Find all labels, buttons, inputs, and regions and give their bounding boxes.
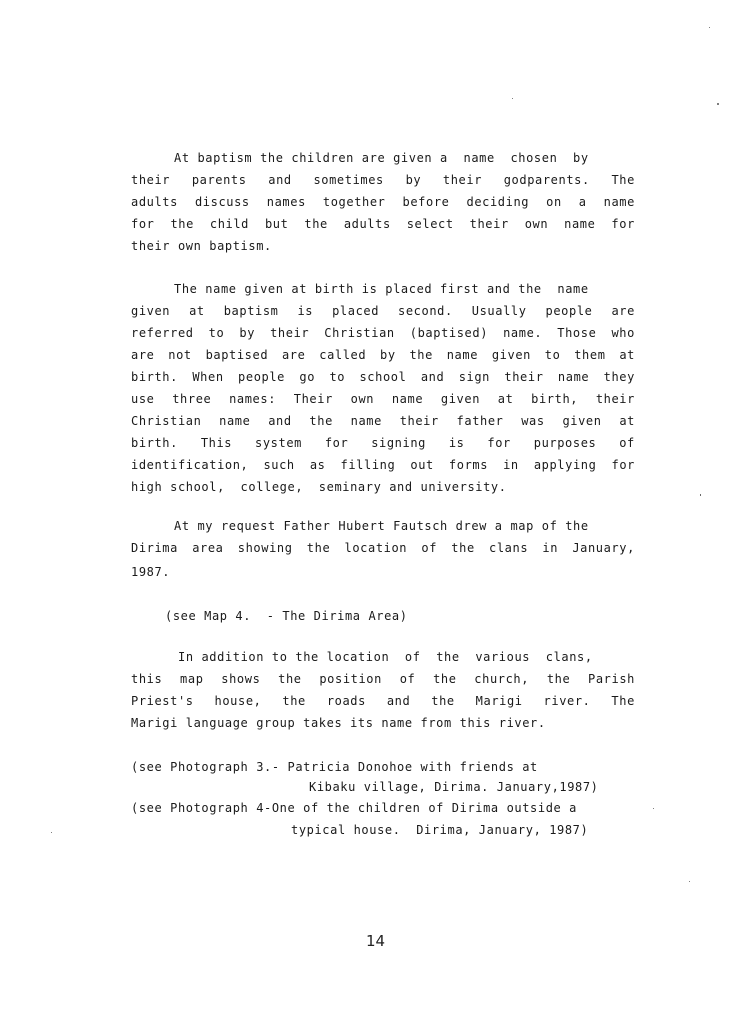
text-line: (see Photograph 4-One of the children of Dirima outside a xyxy=(131,801,578,815)
text-line: 1987. xyxy=(131,565,171,579)
text-line: high school, college, seminary and university. xyxy=(131,480,507,494)
scan-speck xyxy=(51,832,52,833)
text-line: Kibaku village, Dirima. January,1987) xyxy=(309,780,599,794)
text-line: this map shows the position of the church, the Parish xyxy=(131,672,635,686)
text-line: referred to by their Christian (baptised) name. Those who xyxy=(131,326,635,340)
text-line: given at baptism is placed second. Usually people are xyxy=(131,304,635,318)
scan-speck xyxy=(512,98,513,99)
text-line: The name given at birth is placed first and the name xyxy=(174,282,589,296)
text-line: At baptism the children are given a name chosen by xyxy=(174,151,589,165)
text-line: adults discuss names together before deciding on a name xyxy=(131,195,635,209)
text-line: Christian name and the name their father was given at xyxy=(131,414,635,428)
text-line: At my request Father Hubert Fautsch drew a map of the xyxy=(174,519,589,533)
text-line: (see Photograph 3.- Patricia Donohoe with friends at xyxy=(131,760,538,774)
text-line: Marigi language group takes its name from this river. xyxy=(131,716,546,730)
text-line: birth. This system for signing is for purposes of xyxy=(131,436,635,450)
text-line: (see Map 4. - The Dirima Area) xyxy=(165,609,408,623)
text-line: are not baptised are called by the name given to them at xyxy=(131,348,635,362)
text-line: identification, such as filling out forms in applying for xyxy=(131,458,635,472)
text-line: their own baptism. xyxy=(131,239,272,253)
text-line: Dirima area showing the location of the clans in January, xyxy=(131,541,635,555)
text-line: use three names: Their own name given at birth, their xyxy=(131,392,635,406)
text-line: typical house. Dirima, January, 1987) xyxy=(291,823,589,837)
scan-speck xyxy=(717,103,719,105)
text-line: their parents and sometimes by their godparents. The xyxy=(131,173,635,187)
scan-speck xyxy=(700,494,701,496)
scan-speck xyxy=(709,27,710,28)
scan-speck xyxy=(653,808,654,809)
text-line: Priest's house, the roads and the Marigi river. The xyxy=(131,694,635,708)
text-line: birth. When people go to school and sign their name they xyxy=(131,370,635,384)
page-number: 14 xyxy=(366,932,386,950)
text-line: In addition to the location of the various clans, xyxy=(178,650,593,664)
scan-speck xyxy=(689,881,690,882)
text-line: for the child but the adults select their own name for xyxy=(131,217,635,231)
